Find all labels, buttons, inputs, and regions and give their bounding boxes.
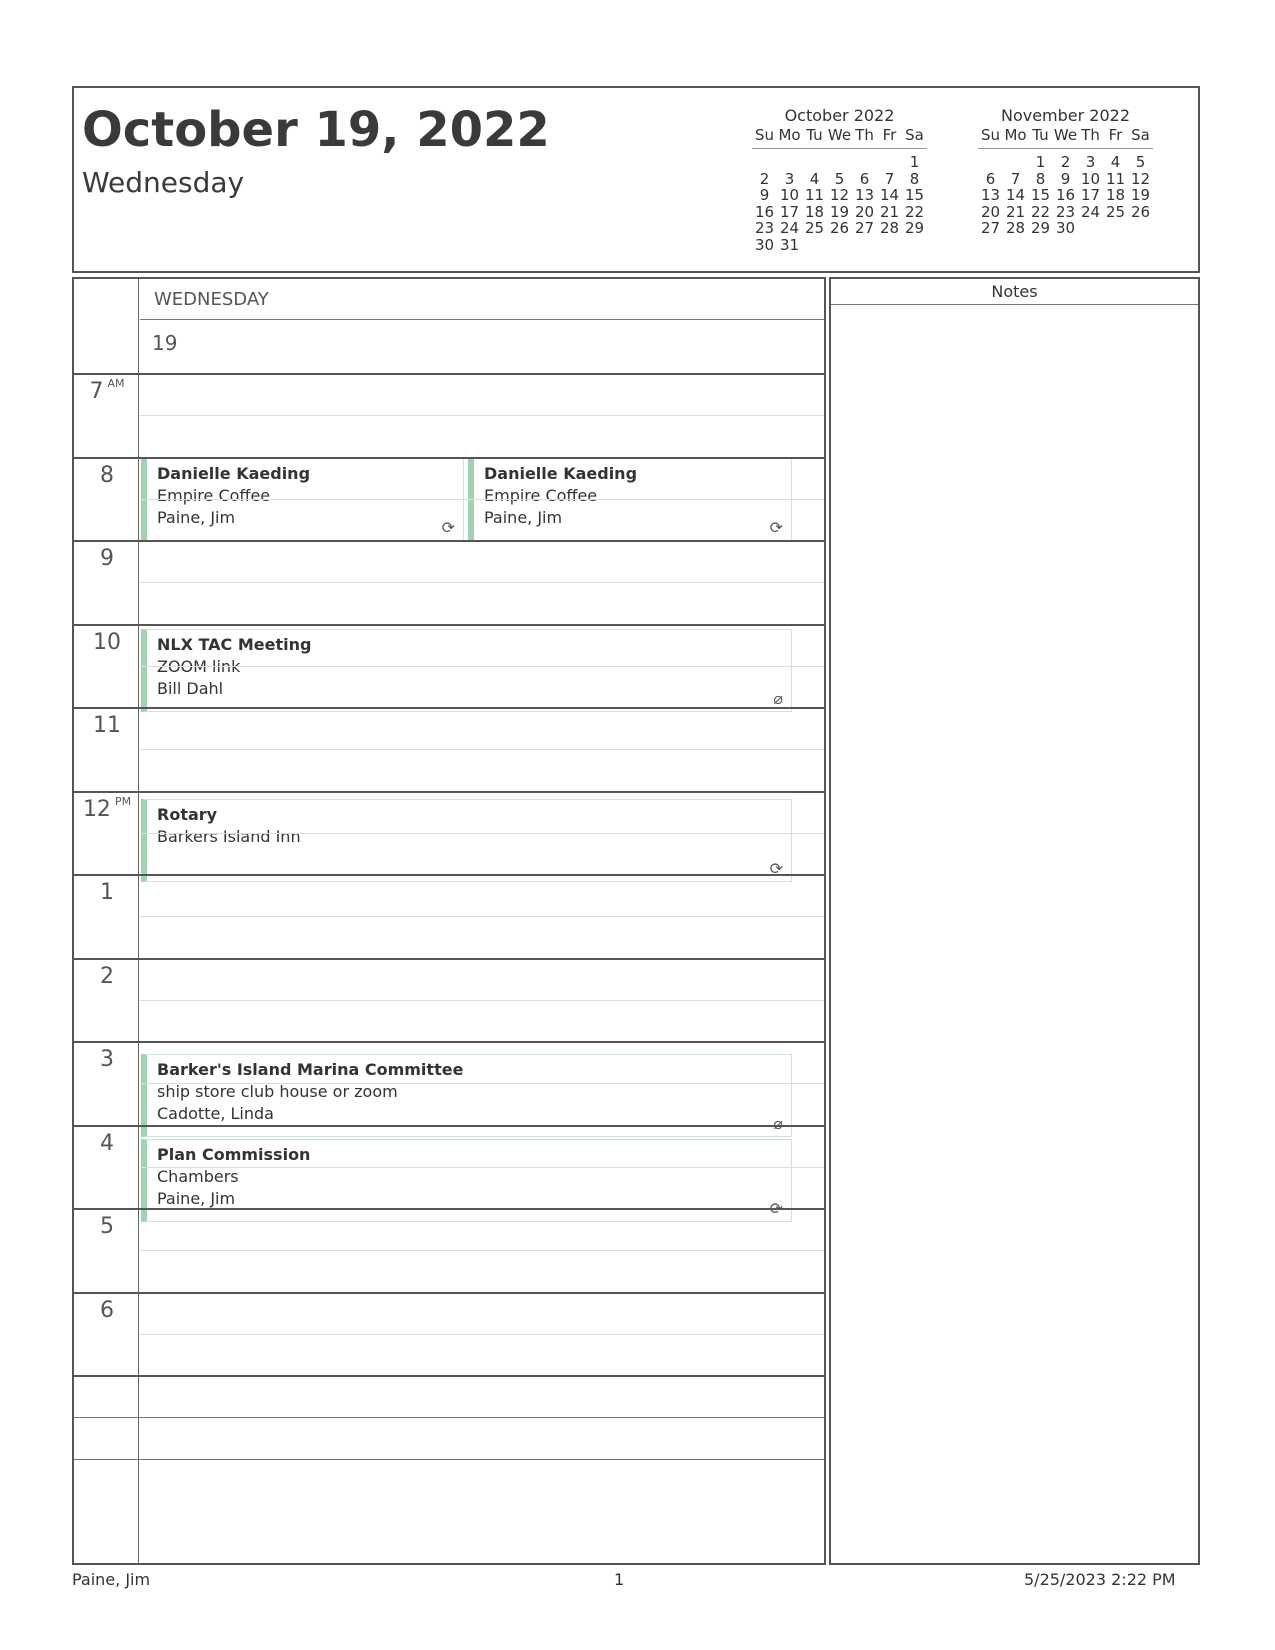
weekday-abbr: Su [754, 126, 775, 144]
hour-divider [74, 707, 824, 709]
calendar-day[interactable]: 23 [754, 219, 775, 238]
calendar-day[interactable]: 12 [829, 186, 850, 205]
calendar-day[interactable]: 2 [1060, 153, 1071, 171]
event-rotary[interactable] [141, 799, 792, 882]
hour-label [74, 794, 140, 822]
hour-number: 7 [89, 379, 104, 404]
hour-number: 9 [100, 546, 114, 571]
calendar-day[interactable]: 11 [804, 186, 825, 205]
calendar-day[interactable]: 15 [904, 186, 925, 205]
weekday-label: Wednesday [82, 166, 245, 199]
calendar-day[interactable]: 19 [829, 202, 850, 221]
recurring-icon: ⟳ [769, 1199, 783, 1218]
calendar-day [978, 154, 1003, 171]
event-danielle-kaeding-2[interactable] [468, 458, 792, 541]
recurring-icon: ⟳ [769, 859, 783, 878]
calendar-day[interactable]: 10 [779, 186, 800, 205]
event-nlx-tac-meeting[interactable] [141, 629, 792, 712]
recurring-icon: ⟳ [769, 518, 783, 537]
half-hour-divider [140, 916, 824, 917]
calendar-day [902, 237, 927, 254]
calendar-day[interactable]: 25 [1105, 202, 1126, 221]
weekday-header-row [752, 126, 927, 149]
calendar-day[interactable]: 20 [980, 202, 1001, 221]
half-hour-divider [140, 666, 824, 667]
calendar-day[interactable]: 30 [1055, 219, 1076, 238]
event-location: Empire Coffee [157, 486, 271, 505]
calendar-day[interactable]: 3 [784, 169, 795, 188]
calendar-day[interactable]: 24 [1080, 202, 1101, 221]
event-organizer: Paine, Jim [157, 508, 236, 527]
hour-number: 3 [100, 1047, 114, 1072]
calendar-day [877, 237, 902, 254]
half-hour-divider [140, 1000, 824, 1001]
calendar-day[interactable]: 15 [1030, 186, 1051, 205]
calendar-day[interactable]: 25 [804, 219, 825, 238]
date-header [72, 86, 1200, 273]
event-location: Empire Coffee [484, 486, 598, 505]
calendar-day[interactable]: 18 [1105, 186, 1126, 205]
calendar-day[interactable]: 30 [754, 235, 775, 254]
footer-print-timestamp: 5/25/2023 2:22 PM [1024, 1570, 1176, 1589]
calendar-day [877, 154, 902, 171]
hour-label [74, 713, 140, 738]
calendar-day [802, 154, 827, 171]
calendar-day[interactable]: 11 [1105, 169, 1126, 188]
hour-label [74, 546, 140, 571]
hour-number: 1 [100, 880, 114, 905]
calendar-day[interactable]: 28 [879, 219, 900, 238]
calendar-day[interactable]: 4 [809, 169, 820, 188]
hour-divider [74, 373, 824, 375]
calendar-day[interactable]: 21 [879, 202, 900, 221]
weekday-abbr: Sa [1131, 126, 1150, 144]
hour-divider [74, 1041, 824, 1043]
calendar-day[interactable]: 17 [1080, 186, 1101, 205]
extra-row-divider [74, 1375, 824, 1377]
hour-divider [74, 874, 824, 876]
hour-label [74, 1298, 140, 1323]
attachment-icon: ⌀ [773, 689, 783, 708]
calendar-day[interactable]: 19 [1130, 186, 1151, 205]
hour-number: 10 [93, 629, 121, 655]
half-hour-divider [140, 833, 824, 834]
hour-divider [74, 457, 824, 459]
day-column-label: WEDNESDAY [154, 289, 269, 310]
calendar-day [1103, 220, 1128, 237]
event-location: Barkers Island Inn [157, 827, 301, 846]
weekday-abbr: Th [1081, 126, 1100, 144]
hour-divider [74, 540, 824, 542]
weekday-abbr: Tu [1032, 126, 1049, 144]
date-title: October 19, 2022 [82, 102, 550, 158]
hour-divider [74, 791, 824, 793]
calendar-day[interactable]: 7 [884, 169, 895, 188]
hour-number: 5 [100, 1214, 114, 1239]
calendar-day[interactable]: 29 [1030, 219, 1051, 238]
event-title: Danielle Kaeding [157, 464, 311, 483]
calendar-day[interactable]: 1 [1035, 153, 1046, 171]
calendar-day [1003, 154, 1028, 171]
calendar-day[interactable]: 20 [854, 202, 875, 221]
weekday-abbr: Mo [778, 126, 801, 144]
weekday-abbr: Fr [882, 126, 897, 144]
calendar-day[interactable]: 23 [1055, 202, 1076, 221]
calendar-day[interactable]: 13 [980, 186, 1001, 205]
am-pm-marker: AM [107, 377, 125, 390]
weekday-abbr: Fr [1108, 126, 1123, 144]
event-title: NLX TAC Meeting [157, 635, 312, 654]
hour-number: 6 [100, 1297, 114, 1323]
hour-label [74, 463, 140, 488]
day-column-header [140, 279, 824, 320]
hour-label [74, 379, 140, 404]
calendar-day[interactable]: 3 [1085, 153, 1096, 171]
calendar-day[interactable]: 6 [985, 169, 996, 188]
mini-calendar-november [978, 106, 1153, 237]
calendar-day [852, 237, 877, 254]
hour-divider [74, 958, 824, 960]
hour-number: 8 [100, 462, 114, 488]
calendar-day[interactable]: 8 [909, 169, 920, 188]
half-hour-divider [140, 1167, 824, 1168]
footer-owner: Paine, Jim [72, 1570, 151, 1589]
day-grid [978, 154, 1153, 237]
calendar-day[interactable]: 27 [980, 219, 1001, 238]
calendar-day[interactable]: 7 [1010, 169, 1021, 188]
hour-label [74, 630, 140, 655]
calendar-day [852, 154, 877, 171]
event-title: Barker's Island Marina Committee [157, 1060, 464, 1079]
weekday-abbr: Tu [806, 126, 823, 144]
weekday-abbr: We [827, 126, 852, 144]
hour-divider [74, 1292, 824, 1294]
hour-divider [74, 624, 824, 626]
calendar-day[interactable]: 5 [1135, 153, 1146, 171]
mini-calendar-title: November 2022 [1000, 106, 1131, 125]
calendar-day[interactable]: 27 [854, 219, 875, 238]
footer-page-number: 1 [614, 1570, 625, 1589]
calendar-day[interactable]: 13 [854, 186, 875, 205]
recurring-icon: ⟳ [441, 518, 455, 537]
event-organizer: Cadotte, Linda [157, 1104, 274, 1123]
calendar-day[interactable]: 5 [834, 169, 845, 188]
day-grid [752, 154, 927, 254]
calendar-day[interactable]: 31 [779, 235, 800, 254]
event-title: Rotary [157, 805, 218, 824]
notes-panel [829, 277, 1200, 1565]
calendar-day[interactable]: 6 [859, 169, 870, 188]
event-title: Danielle Kaeding [484, 464, 638, 483]
extra-row-divider [74, 1459, 824, 1460]
mini-calendar-october [752, 106, 927, 254]
calendar-day[interactable]: 14 [1005, 186, 1026, 205]
day-number: 19 [152, 331, 178, 355]
calendar-day[interactable]: 28 [1005, 219, 1026, 238]
event-organizer: Paine, Jim [484, 508, 563, 527]
mini-calendar-title: October 2022 [784, 106, 895, 125]
event-location: ship store club house or zoom [157, 1082, 398, 1101]
calendar-day[interactable]: 9 [1060, 169, 1071, 188]
hour-number: 4 [100, 1130, 114, 1156]
calendar-day[interactable]: 4 [1110, 153, 1121, 171]
weekday-abbr: Su [980, 126, 1001, 144]
calendar-day [827, 237, 852, 254]
calendar-day[interactable]: 22 [1030, 202, 1051, 221]
am-pm-marker: PM [114, 794, 132, 808]
calendar-day [1078, 220, 1103, 237]
calendar-day[interactable]: 8 [1035, 169, 1046, 188]
half-hour-divider [140, 1334, 824, 1335]
calendar-day[interactable]: 2 [759, 169, 770, 188]
event-organizer: Bill Dahl [157, 679, 224, 698]
weekday-abbr: We [1053, 126, 1078, 144]
event-location: ZOOM link [157, 657, 241, 676]
half-hour-divider [140, 499, 824, 500]
hour-label [74, 1131, 140, 1156]
calendar-day[interactable]: 18 [804, 202, 825, 221]
calendar-day [777, 154, 802, 171]
calendar-day[interactable]: 26 [1130, 202, 1151, 221]
calendar-day[interactable]: 21 [1005, 202, 1026, 221]
calendar-day [827, 154, 852, 171]
half-hour-divider [140, 1250, 824, 1251]
weekday-header-row [978, 126, 1153, 149]
calendar-day[interactable]: 24 [779, 219, 800, 238]
calendar-day[interactable]: 9 [759, 186, 770, 205]
day-schedule [72, 277, 826, 1565]
extra-row-divider [74, 1417, 824, 1418]
calendar-day[interactable]: 16 [1055, 186, 1076, 205]
calendar-day[interactable]: 29 [904, 219, 925, 238]
weekday-abbr: Th [855, 126, 874, 144]
half-hour-divider [140, 415, 824, 416]
calendar-day [802, 237, 827, 254]
calendar-day[interactable]: 17 [779, 202, 800, 221]
hour-number: 2 [100, 963, 114, 989]
hour-label [74, 1214, 140, 1239]
hour-number: 12 [82, 796, 111, 822]
calendar-day[interactable]: 26 [829, 219, 850, 238]
event-title: Plan Commission [157, 1145, 311, 1164]
weekday-abbr: Mo [1004, 126, 1027, 144]
calendar-day[interactable]: 22 [904, 202, 925, 221]
notes-title: Notes [831, 279, 1198, 305]
event-location: Chambers [157, 1167, 239, 1186]
calendar-day [752, 154, 777, 171]
event-organizer: Paine, Jim [157, 1189, 236, 1208]
hour-divider [74, 1125, 824, 1127]
hour-number: 11 [93, 713, 121, 738]
half-hour-divider [140, 1083, 824, 1084]
calendar-day [1128, 220, 1153, 237]
hour-divider [74, 1208, 824, 1210]
event-danielle-kaeding-1[interactable] [141, 458, 464, 541]
attachment-icon: ⌀ [773, 1114, 783, 1133]
hour-label [74, 1047, 140, 1072]
calendar-day[interactable]: 14 [879, 186, 900, 205]
calendar-day[interactable]: 10 [1080, 169, 1101, 188]
half-hour-divider [140, 749, 824, 750]
calendar-day[interactable]: 12 [1130, 169, 1151, 188]
hour-label [74, 964, 140, 989]
half-hour-divider [140, 582, 824, 583]
calendar-day[interactable]: 1 [909, 153, 920, 171]
weekday-abbr: Sa [905, 126, 924, 144]
hour-label [74, 880, 140, 905]
calendar-day[interactable]: 16 [754, 202, 775, 221]
